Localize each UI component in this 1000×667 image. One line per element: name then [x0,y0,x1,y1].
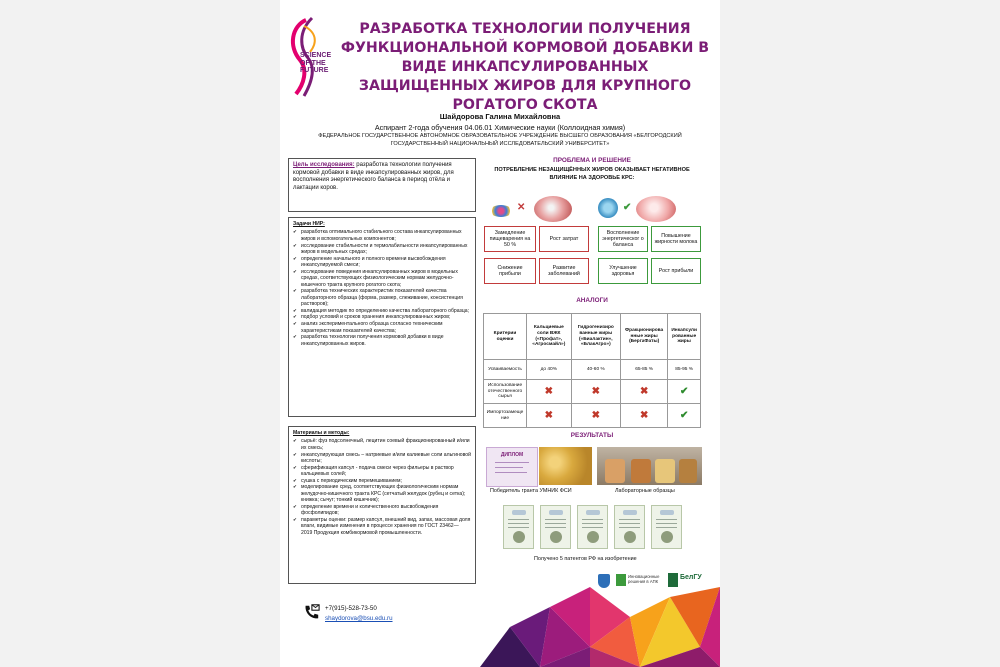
logo-line: SCIENCE [300,52,332,59]
column-header: Инкапсули рованные жиры [668,314,701,360]
task-item: ✔ разработка оптимального стабильного состава инкапсулированных жиров и вспомогательных компонентов; [301,229,471,242]
method-item: ✔ сушка с периодическим перемешиванием; [301,478,471,484]
patent-document [651,505,682,549]
results-title: РЕЗУЛЬТАТЫ [570,432,614,439]
solution-effect: Повышение жирности молока [651,226,701,252]
task-item: ✔ исследование стабильности и термолабильности инкапсулированных жиров в модельных средах; [301,243,471,256]
patent-document [577,505,608,549]
problem-effect: Развитие заболеваний [539,258,589,284]
table-cell [668,404,701,428]
author-name: Шайдорова Галина Михайловна [439,112,561,121]
capsules-photo [539,447,592,485]
samples-caption: Лабораторные образцы [615,488,675,494]
task-item: ✔ исследование поведения инкапсулированных жиров в модельных средах, соответствующих физиологическим нормам желудочно-кишечного тракта крупного рогатого скота; [301,269,471,288]
innovation-logo-text: Инновационные решения в АПК [628,574,660,584]
analogs-title: АНАЛОГИ [576,297,608,304]
methods-box [288,426,476,584]
table-cell: 40-60 % [571,360,620,380]
table-cell: 65-85 % [620,360,667,380]
tasks-heading: Задачи НИР: [293,221,325,227]
diploma-photo [486,447,538,487]
method-item: ✔ инкапсулирующая смесь – натриевые и/или калиевые соли альгиновой кислоты; [301,452,471,465]
check-icon: ✔ [623,202,632,213]
column-header: Фракционирова нные жиры (БергаФаты) [620,314,667,360]
capsules-icon [598,198,618,218]
cross-mark-icon: ✖ [544,409,553,421]
table-cell [668,380,701,404]
problem-effect: Рост затрат [539,226,589,252]
organization: ФЕДЕРАЛЬНОЕ ГОСУДАРСТВЕННОЕ АВТОНОМНОЕ ОБРАЗОВАТЕЛЬНОЕ УЧРЕЖДЕНИЕ ВЫСШЕГО ОБРАЗОВАНИЯ «БЕЛГОРОДСКИЙ ГОСУДАРСТВЕННЫЙ НАЦИОНАЛЬНЫЙ ИССЛЕДОВАТЕЛЬСКИЙ УНИВЕРСИТЕТ» [318,133,682,147]
poster [280,0,720,667]
table-cell: 85-95 % [668,360,701,380]
method-item: ✔ параметры оценки: размер капсул, внешний вид, запах, массовая доля влаги, видимые изменения в процессе хранения по ГОСТ 23462— 2019 Продукция комбикормовой промышленности. [301,517,471,536]
poster-title: РАЗРАБОТКА ТЕХНОЛОГИИ ПОЛУЧЕНИЯ ФУНКЦИОНАЛЬНОЙ КОРМОВОЙ ДОБАВКИ В ВИДЕ ИНКАПСУЛИРОВАННЫХ ЗАЩИЩЕННЫХ ЖИРОВ ДЛЯ КРУПНОГО РОГАТОГО СКОТА [340,21,710,113]
patent-document [614,505,645,549]
task-item: ✔ валидация методик по определению качества лабораторного образца; [301,308,471,314]
column-header: Гидрогенизиро ванные жиры («Биалактин», «БлакАгро») [571,314,620,360]
row-label: Использование отечественного сырья [484,380,527,404]
diploma-label: ДИПЛОМ [500,452,524,458]
problem-effect: Замедление пищеварения на 50 % [484,226,536,252]
row-label: Импортозамеще ние [484,404,527,428]
task-item: ✔ разработка технологии получения кормовой добавки в виде инкапсулированных жиров. [301,334,471,347]
grant-caption: Победитель гранта УМНИК ФСИ [490,488,572,494]
analogs-table [483,313,701,428]
table-row [484,404,701,428]
solution-effect: Улучшение здоровья [598,258,648,284]
method-item: ✔ сферификация капсул - подача смеси через фильеры в раствор кальциевых солей; [301,465,471,478]
goal-label: Цель исследования: [293,162,355,168]
check-mark-icon: ✔ [679,385,689,397]
unprotected-fat-icon [534,196,572,222]
table-cell [620,404,667,428]
row-label: Усваиваемость [484,360,527,380]
table-row [484,360,701,380]
method-item: ✔ сырьё: фуз подсолнечный, лецитин соевый фракционированный и/или их смесь; [301,438,471,451]
table-cell [527,404,572,428]
phone-mail-icon [302,603,320,621]
task-item: ✔ разработка технических характеристик показателей качества лабораторного образца (форма, размер, слеживание, консистенция растворов); [301,288,471,307]
table-cell [571,404,620,428]
task-item: ✔ подбор условий и сроков хранения инкапсулированных жиров; [301,314,471,320]
problem-title: ПРОБЛЕМА И РЕШЕНИЕ [553,157,631,164]
contact-phone: +7(915)-528-73-50 [325,605,377,612]
protected-fat-icon [636,196,676,222]
table-cell: до 40% [527,360,572,380]
patent-document [540,505,571,549]
contact-email[interactable]: shaydorova@bsu.edu.ru [325,615,393,622]
patent-document [503,505,534,549]
bsu-logo-text: БелГУ [680,574,702,581]
innovation-logo-icon [616,574,626,586]
cross-mark-icon: ✖ [639,409,649,421]
task-item: ✔ анализ экспериментального образца согласно техническим характеристикам показателей качества; [301,321,471,334]
method-item: ✔ моделирование сред, соответствующих физиологическим нормам желудочно-кишечного тракта КРС (сетчатый желудок (рубец и сетка); книжка; сычуг; тонкий кишечник); [301,484,471,503]
method-item: ✔ определение времени и количественного высвобождения фосфолипидов; [301,504,471,517]
table-header-row [484,314,701,360]
methods-heading: Материалы и методы: [293,430,350,436]
decorative-triangles [480,587,720,667]
column-header: Критерии оценки [484,314,527,360]
goal-text: разработка технологии получения кормовой добавки в виде инкапсулированных жиров, для восполнения энергетического баланса в период отёла и лактации коров. [293,162,454,191]
check-mark-icon: ✔ [679,409,689,421]
methods-list [293,438,471,536]
problem-effect: Снижение прибыли [484,258,536,284]
goal-box [288,158,476,212]
tasks-box [288,217,476,417]
solution-effect: Рост прибыли [651,258,701,284]
cross-mark-icon: ✖ [591,409,600,421]
table-row [484,380,701,404]
problem-subtitle: ПОТРЕБЛЕНИЕ НЕЗАЩИЩЁННЫХ ЖИРОВ ОКАЗЫВАЕТ НЕГАТИВНОЕ ВЛИЯНИЕ НА ЗДОРОВЬЕ КРС: [494,167,690,181]
tasks-list [293,229,471,347]
cross-mark-icon: ✖ [544,385,553,397]
patents-caption: Получено 5 патентов РФ на изобретение [534,556,637,562]
capsule-pile-icon [490,205,512,217]
column-header: Кальциевые соли ВЖК («Профат», «Агросмайл») [527,314,572,360]
cross-mark-icon: ✖ [639,385,649,397]
task-item: ✔ определение начального и полного времени высвобождения инкапсулируемой смеси; [301,256,471,269]
logo-line: FUTURE [300,67,329,74]
cross-icon: ✕ [517,202,526,213]
author-status: Аспирант 2-года обучения 04.06.01 Химические науки (Коллоидная химия) [374,123,626,132]
logo-text [300,52,331,75]
bsu-logo-icon [668,573,678,587]
logo-line: OF THE [300,59,326,67]
solution-effect: Восполнение энергетическог о баланса [598,226,648,252]
lab-samples-photo [597,447,702,485]
table-cell [527,380,572,404]
table-cell [620,380,667,404]
region-emblem-icon [598,574,610,588]
table-cell [571,380,620,404]
cross-mark-icon: ✖ [591,385,600,397]
